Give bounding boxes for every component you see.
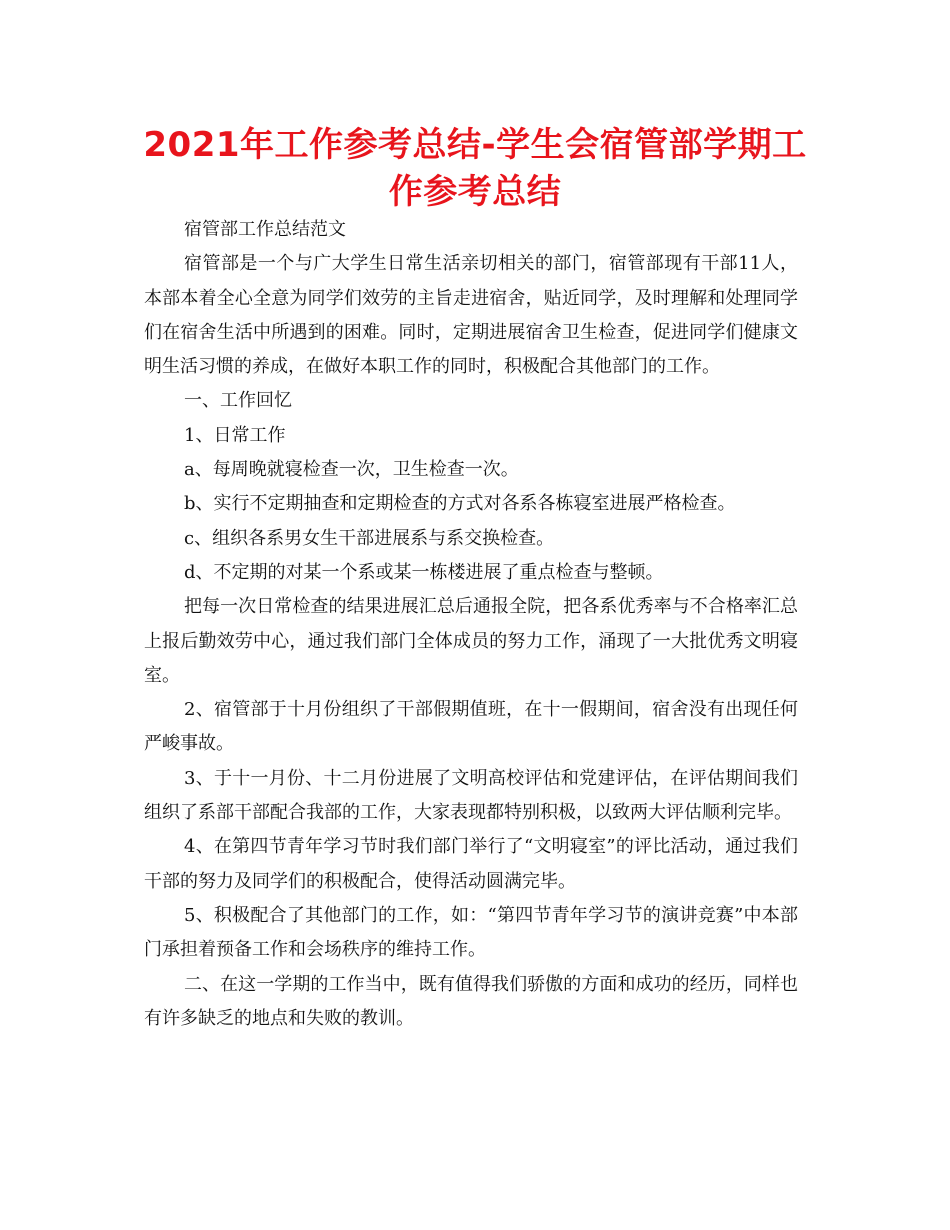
paragraph-item-4: 4、在第四节青年学习节时我们部门举行了“文明寝室”的评比活动，通过我们干部的努力及同学们的积极配合，使得活动圆满完毕。 bbox=[144, 836, 798, 892]
paragraph-results: 把每一次日常检查的结果进展汇总后通报全院，把各系优秀率与不合格率汇总上报后勤效劳中心，通过我们部门全体成员的努力工作，涌现了一大批优秀文明寝室。 bbox=[144, 596, 798, 686]
list-item-b: b、实行不定期抽查和定期检查的方式对各系各栋寝室进展严格检查。 bbox=[184, 493, 736, 515]
paragraph-subtitle: 宿管部工作总结范文 bbox=[184, 219, 346, 240]
subsection-heading-daily-work: 1、日常工作 bbox=[184, 424, 286, 446]
paragraph-item-5: 5、积极配合了其他部门的工作，如：“第四节青年学习节的演讲竞赛”中本部门承担着预备工作和会场秩序的维持工作。 bbox=[144, 904, 798, 961]
list-item-d: d、不定期的对某一个系或某一栋楼进展了重点检查与整顿。 bbox=[184, 561, 664, 583]
list-item-c: c、组织各系男女生干部进展系与系交换检查。 bbox=[184, 527, 555, 549]
section-heading-lessons: 二、在这一学期的工作当中，既有值得我们骄傲的方面和成功的经历，同样也有许多缺乏的地点和失败的教训。 bbox=[144, 973, 798, 1029]
paragraph-item-2: 2、宿管部于十月份组织了干部假期值班，在十一假期间，宿舍没有出现任何严峻事故。 bbox=[144, 699, 798, 755]
section-heading-review: 一、工作回忆 bbox=[184, 390, 292, 412]
document-title: 2021年工作参考总结-学生会宿管部学期工作参考总结 bbox=[143, 125, 807, 212]
document-body bbox=[144, 213, 798, 1036]
paragraph-item-3: 3、于十一月份、十二月份进展了文明高校评估和党建评估，在评估期间我们组织了系部干部配合我部的工作，大家表现都特别积极，以致两大评估顺利完毕。 bbox=[144, 767, 798, 824]
paragraph-intro: 宿管部是一个与广大学生日常生活亲切相关的部门，宿管部现有干部11人，本部本着全心全意为同学们效劳的主旨走进宿舍，贴近同学，及时理解和处理同学们在宿舍生活中所遇到的困难。同时，定期进展宿舍卫生检查，促进同学们健康文明生活习惯的养成，在做好本职工作的同时，积极配合其他部门的工作。 bbox=[144, 253, 798, 378]
list-item-a: a、每周晚就寝检查一次，卫生检查一次。 bbox=[184, 459, 519, 481]
